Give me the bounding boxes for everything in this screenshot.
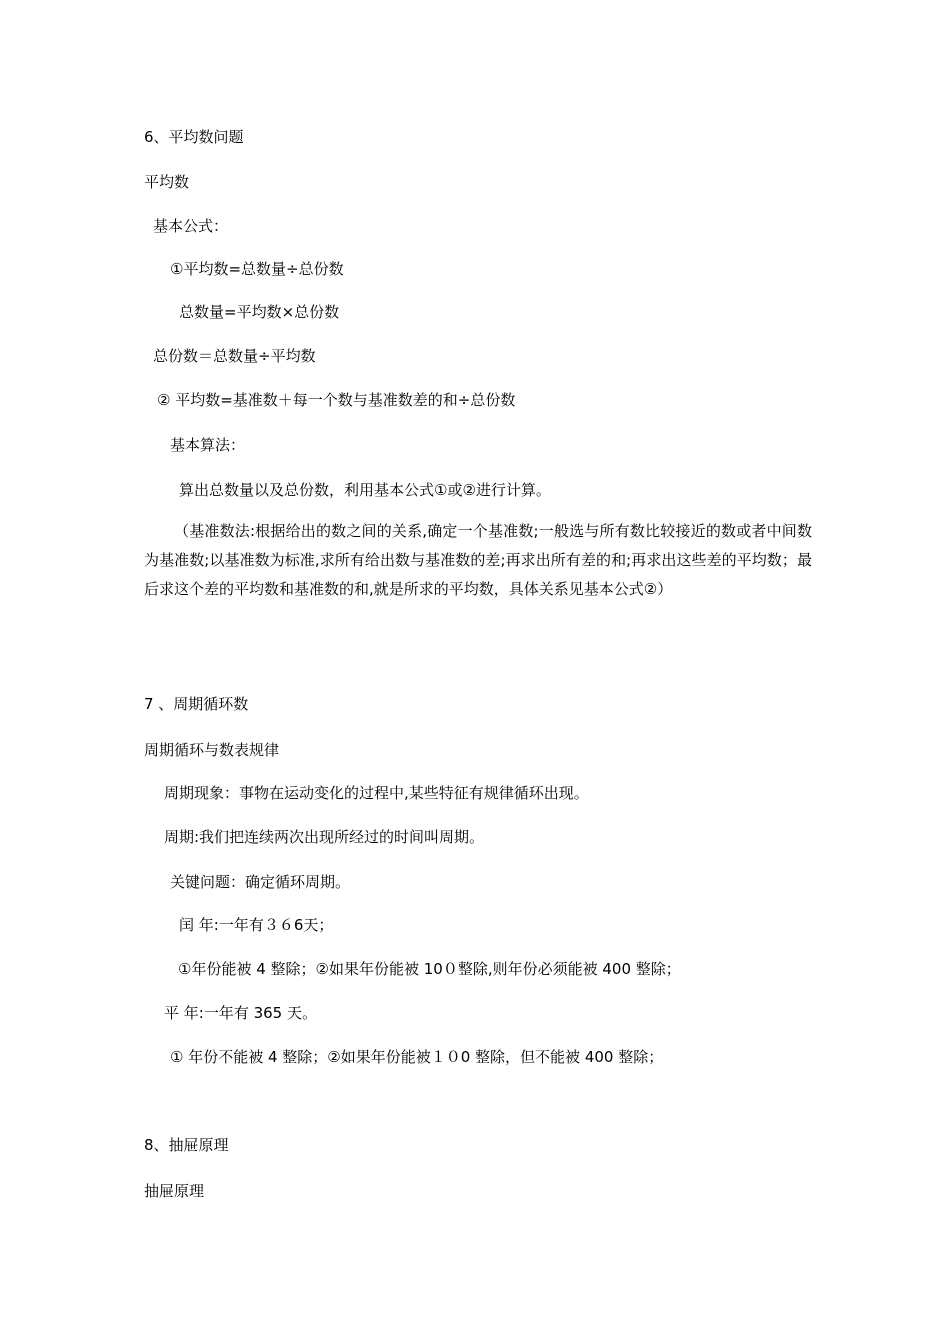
section-8-subheading: 抽屉原理 xyxy=(144,1182,205,1200)
formula-2: ② 平均数=基准数＋每一个数与基准数差的和÷总份数 xyxy=(157,391,516,409)
leap-year-rule: ①年份能被 4 整除；②如果年份能被 10０整除,则年份必须能被 400 整除； xyxy=(178,960,681,978)
section-7-heading: 7 、周期循环数 xyxy=(144,695,249,713)
common-year-rule: ① 年份不能被 4 整除；②如果年份能被１０0 整除，但不能被 400 整除； xyxy=(170,1048,664,1066)
formula-total: 总数量=平均数×总份数 xyxy=(179,303,340,321)
basic-method-text: 算出总数量以及总份数，利用基本公式①或②进行计算。 xyxy=(179,481,551,499)
basic-method-label: 基本算法： xyxy=(170,436,246,454)
formula-count: 总份数＝总数量÷平均数 xyxy=(153,347,316,365)
period-definition: 周期:我们把连续两次出现所经过的时间叫周期。 xyxy=(164,828,485,846)
section-6-heading: 6、平均数问题 xyxy=(144,128,244,146)
common-year-label: 平 年:一年有 365 天。 xyxy=(164,1004,317,1022)
key-question: 关键问题：确定循环周期。 xyxy=(170,873,351,891)
section-7-subheading: 周期循环与数表规律 xyxy=(144,741,280,759)
base-number-note: （基准数法:根据给出的数之间的关系,确定一个基准数;一般选与所有数比较接近的数或者中间数为基准数;以基准数为标准,求所有给出数与基准数的差;再求出所有差的和;再求出这些差的平均数；最后求这个差的平均数和基准数的和,就是所求的平均数，具体关系见基本公式②） xyxy=(144,522,812,598)
basic-formula-label: 基本公式： xyxy=(153,217,229,235)
formula-1: ①平均数=总数量÷总份数 xyxy=(170,260,344,278)
section-8-heading: 8、抽屉原理 xyxy=(144,1136,229,1154)
section-6-subheading: 平均数 xyxy=(144,173,190,191)
periodic-phenomenon: 周期现象：事物在运动变化的过程中,某些特征有规律循环出现。 xyxy=(164,784,589,802)
leap-year-label: 闰 年:一年有３６6天； xyxy=(179,916,334,934)
